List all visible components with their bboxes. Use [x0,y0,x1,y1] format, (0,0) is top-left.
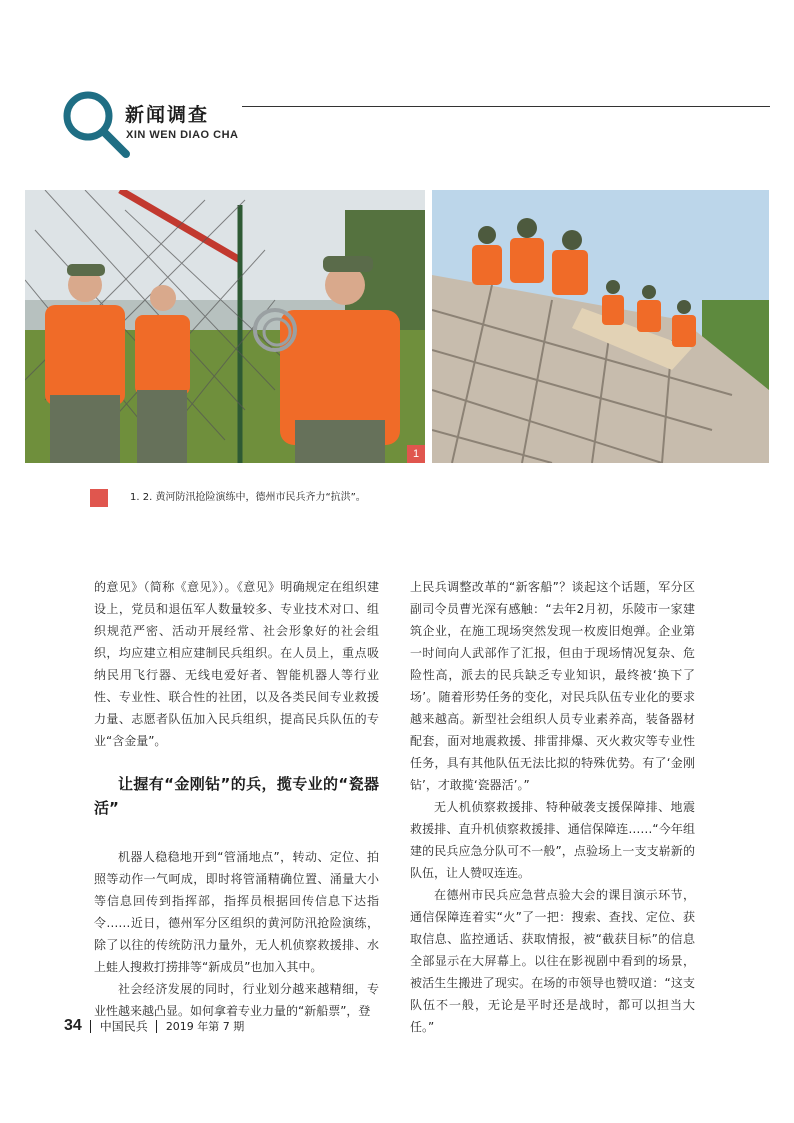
footer-divider [156,1020,157,1033]
section-title: 新闻调查 [125,104,210,126]
paragraph: 社会经济发展的同时，行业划分越来越精细，专业性越来越凸显。如何拿着专业力量的“新船票”，登 [94,982,379,1018]
caption-marker [90,489,108,507]
subheading: 让握有“金刚钻”的兵，揽专业的“瓷器活” [94,775,379,817]
paragraph: 的意见》（简称《意见》）。《意见》明确规定在组织建设上，党员和退伍军人数量较多、专业技术对口、组织规范严密、活动开展经常、社会形象好的社会组织，均应建立相应建制民兵组织。在人员上，重点吸纳民用飞行器、无线电爱好者、智能机器人等行业性、专业性、联合性的社团，以及各类民间专业救援力量、志愿者队伍加入民兵组织，提高民兵队伍的专业“含金量”。 [94,580,379,748]
section-subtitle: XIN WEN DIAO CHA [126,129,239,141]
magazine-name: 中国民兵 [99,1019,148,1034]
article-column-left [94,576,379,1022]
paragraph: 上民兵调整改革的“新客船”？谈起这个话题，军分区副司令员曹光深有感触：“去年2月初，乐陵市一家建筑企业，在施工现场突然发现一枚废旧炮弹。企业第一时间向人武部作了汇报，但由于现场情况复杂、危险性高，派去的民兵缺乏专业知识，最终被‘换下了场’。随着形势任务的变化，对民兵队伍专业化的要求越来越高。新型社会组织人员专业素养高，装备器材配套，面对地震救援、排雷排爆、灭火救灾等专业性任务，具有其他队伍无法比拟的特殊优势。有了‘金刚钻’，才敢揽‘瓷器活’。” [410,580,695,792]
issue-label: 2019 年第 7 期 [165,1020,245,1033]
article-column-right [410,576,695,1038]
photo-dyke-reinforcement [432,190,769,463]
paragraph: 无人机侦察救援排、特种破袭支援保障排、地震救援排、直升机侦察救援排、通信保障连……“今年组建的民兵应急分队可不一般”，点验场上一支支崭新的队伍，让人赞叹连连。 [410,800,695,880]
paragraph: 在德州市民兵应急营点验大会的课目演示环节，通信保障连着实“火”了一把：搜索、查找、定位、获取信息、监控通话、获取情报，被“截获目标”的信息全部显示在大屏幕上。以往在影视剧中看到的场景，被活生生搬进了现实。在场的市领导也赞叹道：“这支队伍不一般，无论是平时还是战时，都可以担当大任。” [410,888,695,1034]
section-header [60,88,770,163]
photo-caption: 1. 2. 黄河防汛抢险演练中，德州市民兵齐力“抗洪”。 [130,492,366,503]
header-rule [242,106,770,107]
footer-divider [90,1020,91,1033]
photo-flood-drill-net [25,190,425,463]
photo-number: 1 [407,445,425,463]
paragraph: 机器人稳稳地开到“管涌地点”，转动、定位、拍照等动作一气呵成，即时将管涌精确位置、涌量大小等信息回传到指挥部，指挥员根据回传信息下达指令……近日，德州军分区组织的黄河防汛抢险演练，除了以往的传统防汛力量外，无人机侦察救援排、水上蛙人搜救打捞排等“新成员”也加入其中。 [94,850,379,974]
page-footer [64,1017,244,1035]
page-number: 34 [64,1017,82,1034]
